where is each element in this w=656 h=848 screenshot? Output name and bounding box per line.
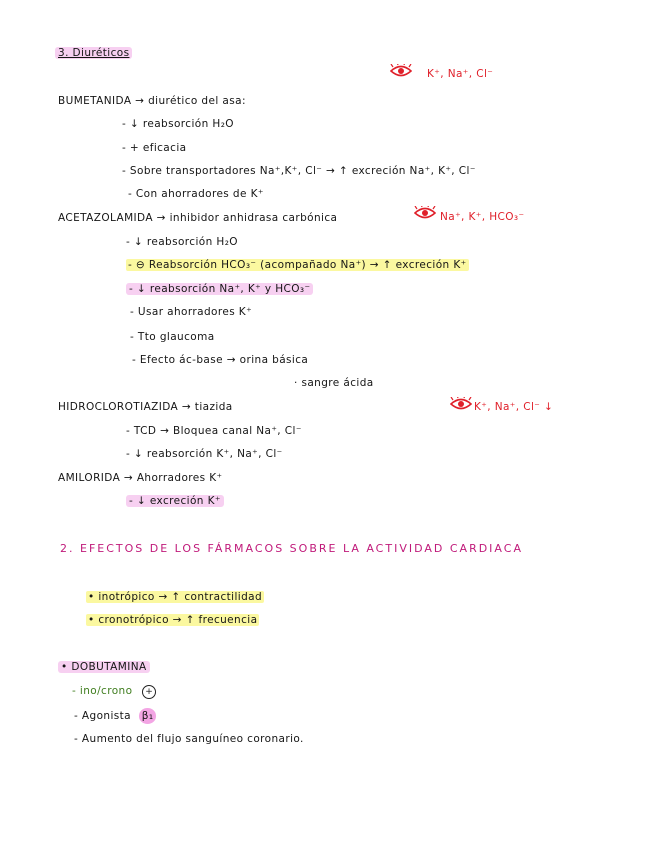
- acetazolamida-item: - ↓ reabsorción H₂O: [126, 236, 238, 248]
- acetazolamida-reabs-text: - ↓ reabsorción Na⁺, K⁺ y HCO₃⁻: [126, 283, 313, 295]
- bumetanida-title: BUMETANIDA → diurético del asa:: [58, 95, 246, 107]
- acetazolamida-hco3-text: - ⊖ Reabsorción HCO₃⁻ (acompañado Na⁺) → ↑ excreción K⁺: [128, 259, 467, 271]
- section-3-title-text: 3. Diuréticos: [55, 47, 132, 59]
- dobutamina-ino-crono: [72, 684, 156, 699]
- acetazolamida-item: - Tto glaucoma: [130, 331, 215, 343]
- hidroclorotiazida-title: HIDROCLOROTIAZIDA → tiazida: [58, 401, 233, 413]
- dobutamina-title: [58, 660, 150, 674]
- eye-icon: [414, 206, 436, 220]
- acetazolamida-effect-ions: Na⁺, K⁺, HCO₃⁻: [440, 211, 525, 223]
- cronotropico-text: • cronotrópico → ↑ frecuencia: [88, 614, 258, 626]
- acetazolamida-item: [126, 282, 313, 296]
- bumetanida-effect-ions: K⁺, Na⁺, Cl⁻: [427, 68, 494, 80]
- acetazolamida-title: ACETAZOLAMIDA → inhibidor anhidrasa carbónica: [58, 212, 338, 224]
- inotropico-text: • inotrópico → ↑ contractilidad: [88, 591, 263, 603]
- cardiac-item: [86, 590, 264, 604]
- amilorida-item: [126, 494, 224, 508]
- dobutamina-flujo: - Aumento del flujo sanguíneo coronario.: [74, 733, 304, 745]
- ino-crono-label: - ino/crono: [72, 685, 133, 697]
- beta1-receptor: β₁: [139, 708, 157, 724]
- cardiac-item: [86, 613, 259, 627]
- agonista-label: - Agonista: [74, 710, 131, 722]
- bumetanida-transport-text: - Sobre transportadores Na⁺,K⁺, Cl⁻ → ↑ excreción Na⁺, K⁺, Cl⁻: [122, 165, 476, 177]
- dobutamina-title-text: • DOBUTAMINA: [58, 661, 150, 673]
- acetazolamida-sangre: · sangre ácida: [294, 377, 374, 389]
- acetazolamida-item: - Efecto ác-base → orina básica: [132, 354, 309, 366]
- dobutamina-agonista: [74, 708, 156, 724]
- amilorida-title: AMILORIDA → Ahorradores K⁺: [58, 472, 223, 484]
- hidroclorotiazida-effect-ions: K⁺, Na⁺, Cl⁻ ↓: [474, 401, 554, 413]
- eye-icon: [390, 64, 412, 78]
- hidroclorotiazida-item: - ↓ reabsorción K⁺, Na⁺, Cl⁻: [126, 448, 283, 460]
- section-3-title: [55, 46, 132, 60]
- amilorida-excrecion-text: - ↓ excreción K⁺: [126, 495, 224, 507]
- plus-circle: +: [142, 685, 156, 699]
- acetazolamida-item: - Usar ahorradores K⁺: [130, 306, 253, 318]
- bumetanida-item: [122, 164, 476, 178]
- bumetanida-item: - Con ahorradores de K⁺: [128, 188, 264, 200]
- acetazolamida-item: [126, 258, 469, 272]
- eye-icon: [450, 397, 472, 411]
- bumetanida-item: - + eficacia: [122, 142, 187, 154]
- section-2-title: 2. EFECTOS DE LOS FÁRMACOS SOBRE LA ACTIVIDAD CARDIACA: [60, 542, 523, 555]
- bumetanida-item: - ↓ reabsorción H₂O: [122, 118, 234, 130]
- hidroclorotiazida-item: - TCD → Bloquea canal Na⁺, Cl⁻: [126, 425, 302, 437]
